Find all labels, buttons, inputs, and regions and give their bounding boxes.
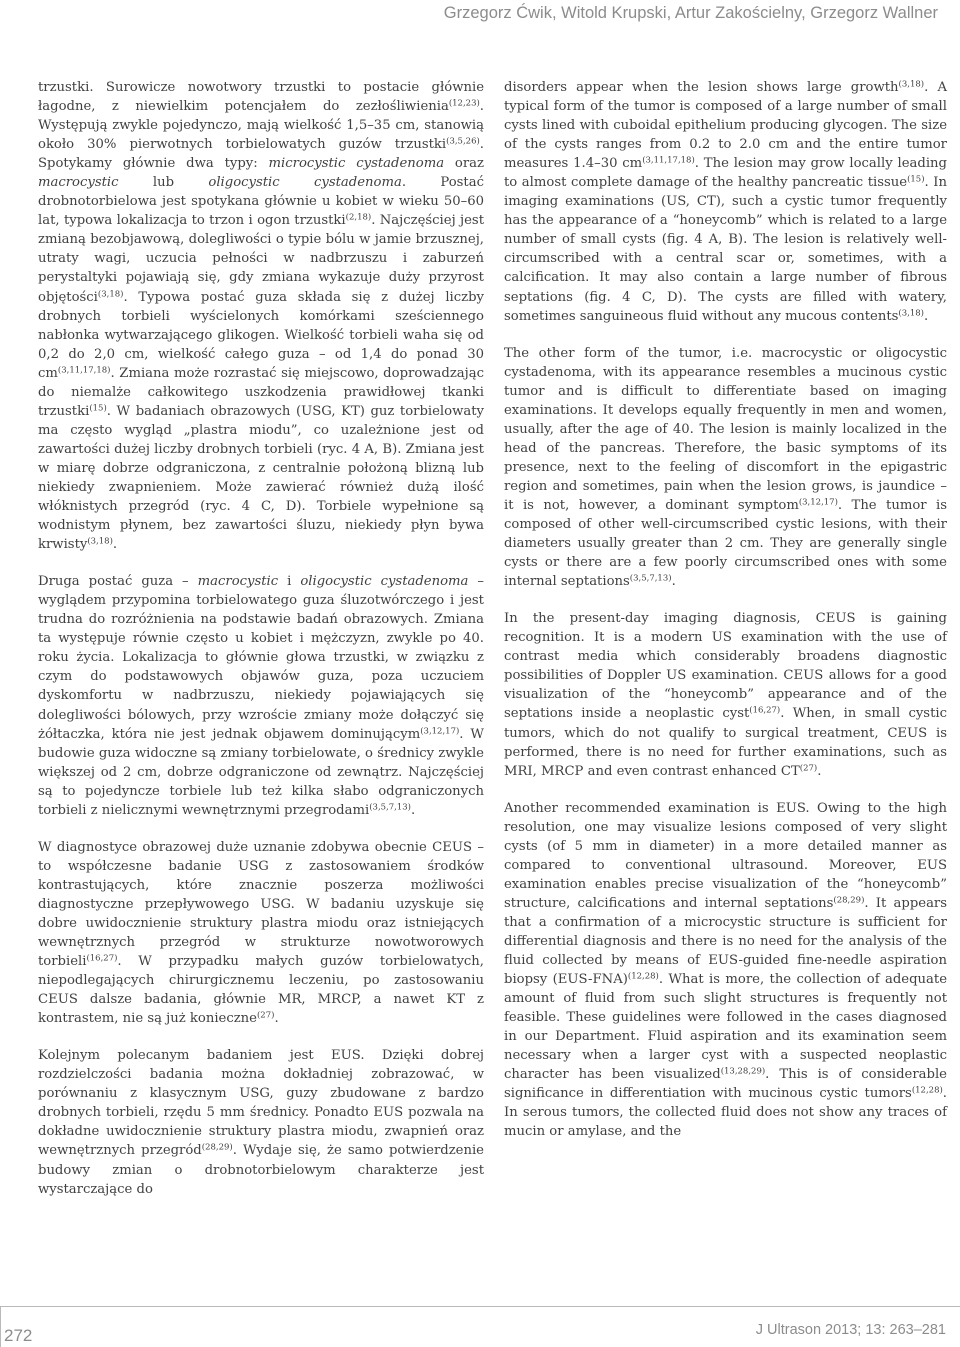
italic-term: oligocystic cystadenoma — [208, 175, 402, 191]
text-run: . It appears that a confirmation of a microcystic structure is sufficient for differential diagnosis and there is no need for the analysis of the fluid collected by means of EUS-guided fine-needle aspiration biopsy (EUS-FNA) — [504, 895, 948, 988]
reference-citation: (3,11,17,18) — [57, 365, 111, 376]
text-run: lub — [118, 175, 209, 191]
text-run: . When, in small cystic tumors, which do not qualify to surgical treatment, CEUS is performed, there is no need for further examinations, such as MRI, MRCP and even contrast enhanced CT — [504, 706, 947, 779]
text-run: oraz — [444, 156, 484, 172]
text-run: . Zmiana może rozrastać się miejscowo, doprowadzając do niemalże całkowitego uszkodzenia prawidłowej tkanki trzustki — [38, 365, 484, 419]
reference-citation: (27) — [799, 762, 818, 773]
reference-citation: (3,18) — [898, 307, 924, 318]
reference-citation: (3,18) — [97, 288, 124, 299]
page-number: 272 — [4, 1326, 33, 1345]
reference-citation: (3,5,7,13) — [369, 802, 411, 813]
footer-divider — [0, 1306, 960, 1307]
right-paragraph-3 — [504, 609, 947, 780]
journal-citation: J Ultrason 2013; 13: 263–281 — [755, 1322, 946, 1338]
text-run: The other form of the tumor, i.e. macrocystic or oligocystic cystadenoma, with its appearance resembles a mucinous cystic tumor and is difficult to differentiate based on imaging examinations. It develops equally frequently in men and women, usually, after the age of 40. The lesion is mainly localized in the head of the pancreas. Therefore, the basic symptoms of its presence, next to the feeling of discomfort in the epigastric region and sometimes, pain when the lesion grows, is jaundice – it is not, however, a dominant symptom — [504, 345, 947, 513]
reference-citation: (3,12,17) — [798, 497, 838, 508]
text-run: . — [923, 308, 929, 324]
text-run: – wyglądem przypomina torbielowatego guza śluzotwórczego i jest trudna do rozróżnienia na podstawie badań obrazowych. Zmiana ta występuje równie często u kobiet i mężczyzn, zwykle po 40. roku życia. Lokalizacja to głównie głowa trzustki, w związku z czym do podstawowych objawów guza, poza uczuciem dyskomfortu w nadbrzuszu, niekiedy pojawiających się dolegliwości bólowych, przy wzroście zmiany może dołączyć się żółtaczka, która nie jest jednak objawem dominującym — [38, 574, 484, 742]
text-run: . Typowa postać guza składa się z dużej liczby drobnych torbieli wyścielonych komórkami sześciennego nabłonka wytwarzającego glikogen. Wielkość torbieli waha się od 0,2 do 2,0 cm, wielkość całego guza – od 1,4 do ponad 30 cm — [38, 289, 484, 381]
reference-citation: (16,27) — [749, 705, 781, 716]
text-run: . W przypadku małych guzów torbielowatych, niepodlegających chirurgicznemu leczeniu, po zastosowaniu CEUS dalsze badania, głównie MR, MRCP, a nawet KT z kontrastem, nie są już konieczne — [38, 954, 484, 1027]
text-run: . The lesion may grow locally leading to almost complete damage of the healthy pancreatic tissue — [504, 156, 947, 191]
text-run: . Wydaje się, że samo potwierdzenie budowy zmian o drobnotorbielowym charakterze jest wystarczające do — [38, 1143, 484, 1197]
right-paragraph-1 — [504, 78, 947, 326]
reference-citation: (3,5,7,13) — [629, 573, 672, 584]
text-run: . — [817, 763, 822, 779]
reference-citation: (28,29) — [201, 1142, 233, 1153]
reference-citation: (12,28) — [911, 1085, 943, 1096]
text-run: Another recommended examination is EUS. Owing to the high resolution, one may visualize lesions composed of very slight cysts (of 5 mm in diameter) in a more detailed manner as compared to conventional ultrasound. Moreover, EUS examination enables precise visualization of the “honeycomb” structure, calcifications and internal septations — [504, 800, 947, 911]
header-authors: Grzegorz Ćwik, Witold Krupski, Artur Zakościelny, Grzegorz Wallner — [443, 4, 938, 22]
text-run: . — [274, 1011, 279, 1027]
reference-citation: (3,18) — [898, 79, 925, 90]
running-header — [0, 0, 960, 26]
text-run: W diagnostyce obrazowej duże uznanie zdobywa obecnie CEUS – to współczesne badanie USG z zastosowaniem środków kontrastujących, które znacznie poszerza możliwości diagnostyczne przepływowego USG. W badaniu uzyskuje się dobre uwidocznienie struktury plastra miodu oraz istniejących wewnętrznych przegród w strukturze nowotworowych torbieli — [38, 839, 484, 970]
reference-citation: (16,27) — [86, 953, 118, 964]
right-paragraph-4 — [504, 799, 947, 1142]
reference-citation: (12,23) — [448, 98, 480, 109]
text-run: In the present-day imaging diagnosis, CEUS is gaining recognition. It is a modern US examination with the use of contrast media which considerably broadens diagnostic possibilities of Doppler US examination. CEUS allows for a good visualization of the “honeycomb” appearance and of the septations inside a neoplastic cyst — [504, 611, 947, 722]
left-paragraph-4 — [38, 1046, 484, 1198]
text-run: . In serous tumors, the collected fluid does not show any traces of mucin or amylase, and the — [504, 1086, 947, 1140]
text-run: . Występują zwykle pojedynczo, mają wielkość 1,5–35 cm, stanowią około 30% pierwotnych torbielowatych guzów trzustki — [38, 99, 484, 153]
reference-citation: (12,28) — [627, 971, 659, 982]
reference-citation: (3,11,17,18) — [642, 155, 695, 166]
text-run: . Najczęściej jest zmianą bezobjawową, dolegliwości o typie bólu w jamie brzusznej, utraty wagi, uczucia pełności w nadbrzuszu i zaburzeń perystaltyki pojawiają się, gdy zmiana wykazuje duży przyrost objętości — [38, 213, 484, 305]
reference-citation: (15) — [907, 174, 925, 185]
reference-citation: (2,18) — [345, 212, 372, 223]
text-run: . — [112, 537, 118, 553]
text-run: . A typical form of the tumor is composed of a large number of small cysts lined with cuboidal epithelium producing glycogen. The size of the cysts ranges from 0.2 to 2.0 cm and the entire tumor measures 1.4–30 cm — [504, 80, 947, 172]
text-run: . In imaging examinations (US, CT), such a cystic tumor frequently has the appearance of a “honeycomb” which is related to a large number of small cysts (fig. 4 A, B). The lesion is relatively well-circumscribed with a central scar or, sometimes, with a calcification. It may also contain a large number of fibrous septations (fig. 4 C, D). The cysts are filled with watery, sometimes sanguineous fluid without any mucous contents — [504, 175, 947, 324]
reference-citation: (28,29) — [833, 895, 865, 906]
text-run: . This is of considerable significance in differentiation with mucinous cystic tumors — [504, 1067, 947, 1102]
text-run: . W badaniach obrazowych (USG, KT) guz torbielowaty ma często wygląd „plastra miodu”, co uzależnione jest od zawartości dużej liczby drobnych torbieli (ryc. 4 A, B). Zmiana jest w miarę dobrze odgraniczona, z centralnie położoną blizną lub niekiedy zwapnieniem. Może zawierać również dużą ilość włóknistych przegród (ryc. 4 C, D). Torbiele wypełnione są wodnistym płynem, bez zawartości śluzu, niekiedy płyn bywa krwisty — [38, 403, 484, 553]
text-run: disorders appear when the lesion shows large growth — [504, 80, 899, 95]
text-run: Druga postać guza – — [38, 574, 198, 590]
left-paragraph-3 — [38, 838, 484, 1028]
reference-citation: (27) — [256, 1010, 275, 1021]
text-run: i — [278, 574, 301, 590]
italic-term: microcystic cystadenoma — [268, 156, 445, 172]
text-run: . W budowie guza widoczne są zmiany torbielowate, o średnicy zwykle większej od 2 cm, dobrze odgraniczone od zewnątrz. Najczęściej są to pojedyncze torbiele lub też kilka słabo odgraniczonych torbieli z nielicznymi wewnętrznymi przegrodami — [38, 726, 484, 818]
reference-citation: (3,12,17) — [420, 725, 460, 736]
text-run: . — [411, 802, 416, 818]
footer-vertical-divider — [0, 1306, 1, 1347]
reference-citation: (3,5,26) — [446, 136, 480, 147]
text-run: trzustki. Surowicze nowotwory trzustki to postacie głównie łagodne, z niewielkim potencjałem do zezłośliwienia — [38, 80, 484, 115]
italic-term: macrocystic — [38, 175, 119, 191]
left-column — [38, 78, 484, 1199]
right-paragraph-2 — [504, 344, 947, 592]
text-run: . The tumor is composed of other well-circumscribed cystic lesions, with their diameters usually greater than 2 cm. They are generally single cysts or there are a few poorly circumscribed ones with some internal septations — [504, 497, 947, 590]
text-run: . Postać drobnotorbielowa jest spotykana głównie u kobiet w wieku 50–60 lat, typowa lokalizacja to trzon i ogon trzustki — [38, 175, 484, 229]
right-column — [504, 78, 947, 1141]
text-run: Kolejnym polecanym badaniem jest EUS. Dzięki dobrej rozdzielczości badania można dokładniej zobrazować, w porównaniu z klasycznym USG, guzy zbudowane z bardzo drobnych torbieli, rzędu 5 mm średnicy. Ponadto EUS pozwala na dokładne uwidocznienie struktury plastra miodu, zwapnień oraz wewnętrznych przegród — [38, 1048, 484, 1159]
reference-citation: (3,18) — [87, 536, 113, 547]
text-run: . What is more, the collection of adequate amount of fluid from such slight structures is frequently not feasible. These guidelines were followed in the cases diagnosed in our Department. Fluid aspiration and its examination seem necessary when a larger cyst with a suspected neoplastic character has been visualized — [504, 972, 948, 1083]
reference-citation: (15) — [89, 403, 107, 414]
reference-citation: (13,28,29) — [720, 1066, 766, 1077]
left-paragraph-1 — [38, 78, 484, 554]
left-paragraph-2 — [38, 572, 484, 820]
italic-term: oligocystic cystadenoma — [300, 574, 469, 590]
text-run: . — [671, 574, 676, 590]
text-run: . Spotykamy głównie dwa typy: — [38, 137, 484, 172]
italic-term: macrocystic — [197, 574, 279, 590]
